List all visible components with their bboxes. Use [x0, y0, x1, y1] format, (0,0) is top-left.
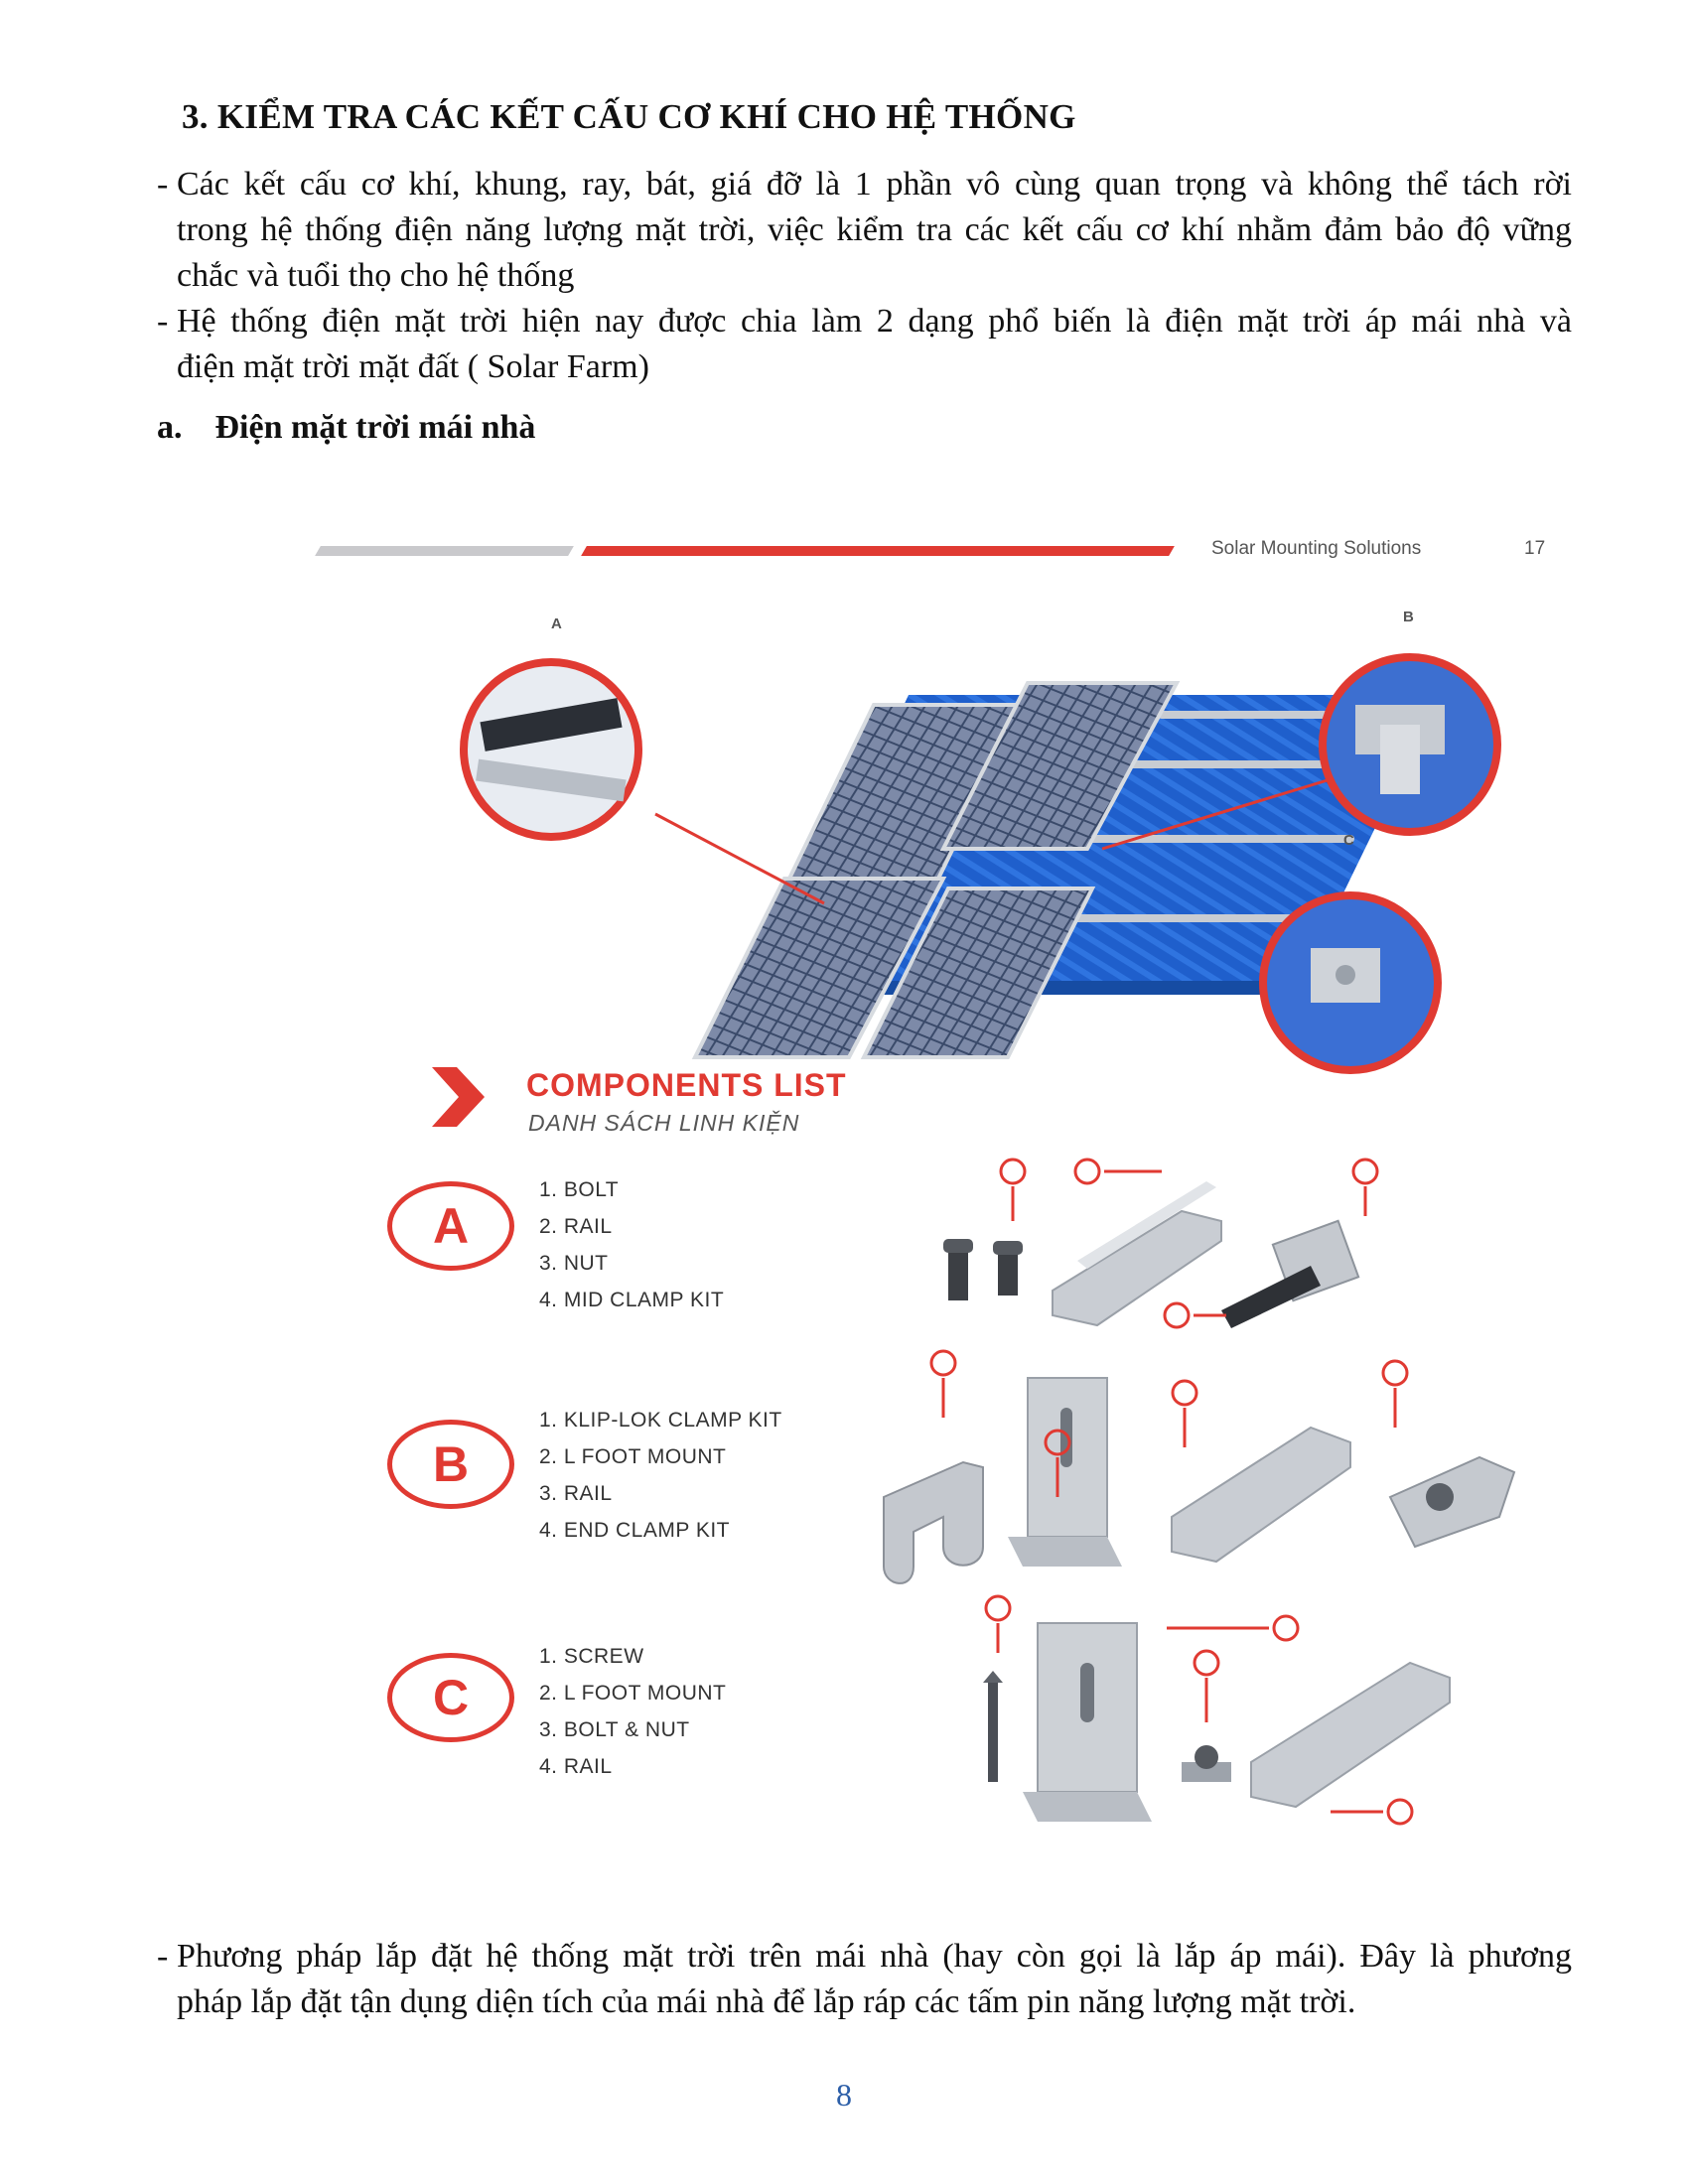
section-heading: 3. KIỂM TRA CÁC KẾT CẤU CƠ KHÍ CHO HỆ THỐNG: [182, 97, 1076, 136]
component-item: 2. L FOOT MOUNT: [539, 1445, 727, 1468]
paragraph-rooftop-method: [157, 1934, 1572, 2025]
header-bar-red: [581, 546, 1175, 556]
subsection-heading: [157, 409, 535, 447]
group-a-parts-image: [923, 1152, 1539, 1350]
component-item: 1. SCREW: [539, 1645, 644, 1668]
figure-header-title: Solar Mounting Solutions: [1211, 538, 1422, 559]
group-badge-a: A: [387, 1181, 514, 1271]
paragraph-line: Các kết cấu cơ khí, khung, ray, bát, giá đỡ là 1 phần vô cùng quan trọng và không thể tách rời: [177, 166, 1572, 203]
group-b-parts-image: [874, 1348, 1549, 1606]
group-badge-c: C: [387, 1653, 514, 1742]
component-item: 4. MID CLAMP KIT: [539, 1289, 725, 1311]
callout-label-b: B: [1403, 609, 1414, 625]
bullet-dash: -: [157, 1938, 169, 1975]
paragraph-system-types: [157, 299, 1572, 390]
components-subtitle: DANH SÁCH LINH KIỆN: [528, 1110, 800, 1136]
bullet-dash: -: [157, 303, 169, 340]
component-item: 1. KLIP-LOK CLAMP KIT: [539, 1409, 782, 1432]
paragraph-line: trong hệ thống điện năng lượng mặt trời, việc kiểm tra các kết cấu cơ khí nhằm đảm bảo độ vững: [177, 211, 1572, 248]
header-bar-gray: [315, 546, 574, 556]
chevron-icon: [427, 1062, 487, 1132]
components-title: COMPONENTS LIST: [526, 1067, 847, 1103]
roof-solar-illustration: [308, 566, 1628, 1102]
paragraph-line: pháp lắp đặt tận dụng diện tích của mái nhà để lắp ráp các tấm pin năng lượng mặt trời.: [177, 1983, 1356, 2020]
paragraph-line: Hệ thống điện mặt trời hiện nay được chia làm 2 dạng phổ biến là điện mặt trời áp mái nhà và: [177, 303, 1572, 340]
group-list-a: [539, 1171, 724, 1318]
component-item: 4. END CLAMP KIT: [539, 1519, 730, 1542]
component-item: 4. RAIL: [539, 1755, 613, 1778]
component-item: 3. NUT: [539, 1252, 609, 1275]
callout-label-a: A: [551, 615, 562, 632]
page-number: 8: [836, 2077, 852, 2113]
callout-label-c: C: [1343, 832, 1354, 849]
group-badge-b: B: [387, 1420, 514, 1509]
paragraph-structures: [157, 162, 1572, 299]
group-list-c: [539, 1638, 726, 1785]
figure-header-number: 17: [1524, 538, 1546, 559]
subsection-label: a.: [157, 409, 183, 446]
mounting-figure: [308, 516, 1628, 1837]
paragraph-line: Phương pháp lắp đặt hệ thống mặt trời trên mái nhà (hay còn gọi là lắp áp mái). Đây là phương: [177, 1938, 1572, 1975]
component-item: 1. BOLT: [539, 1178, 620, 1201]
component-item: 3. RAIL: [539, 1482, 613, 1505]
group-c-parts-image: [943, 1593, 1559, 1832]
component-item: 2. L FOOT MOUNT: [539, 1682, 727, 1705]
component-item: 2. RAIL: [539, 1215, 613, 1238]
subsection-title: Điện mặt trời mái nhà: [214, 409, 536, 446]
paragraph-line: điện mặt trời mặt đất ( Solar Farm): [177, 348, 649, 385]
paragraph-line: chắc và tuổi thọ cho hệ thống: [177, 257, 575, 294]
group-list-b: [539, 1402, 782, 1549]
bullet-dash: -: [157, 166, 169, 203]
component-item: 3. BOLT & NUT: [539, 1718, 690, 1741]
